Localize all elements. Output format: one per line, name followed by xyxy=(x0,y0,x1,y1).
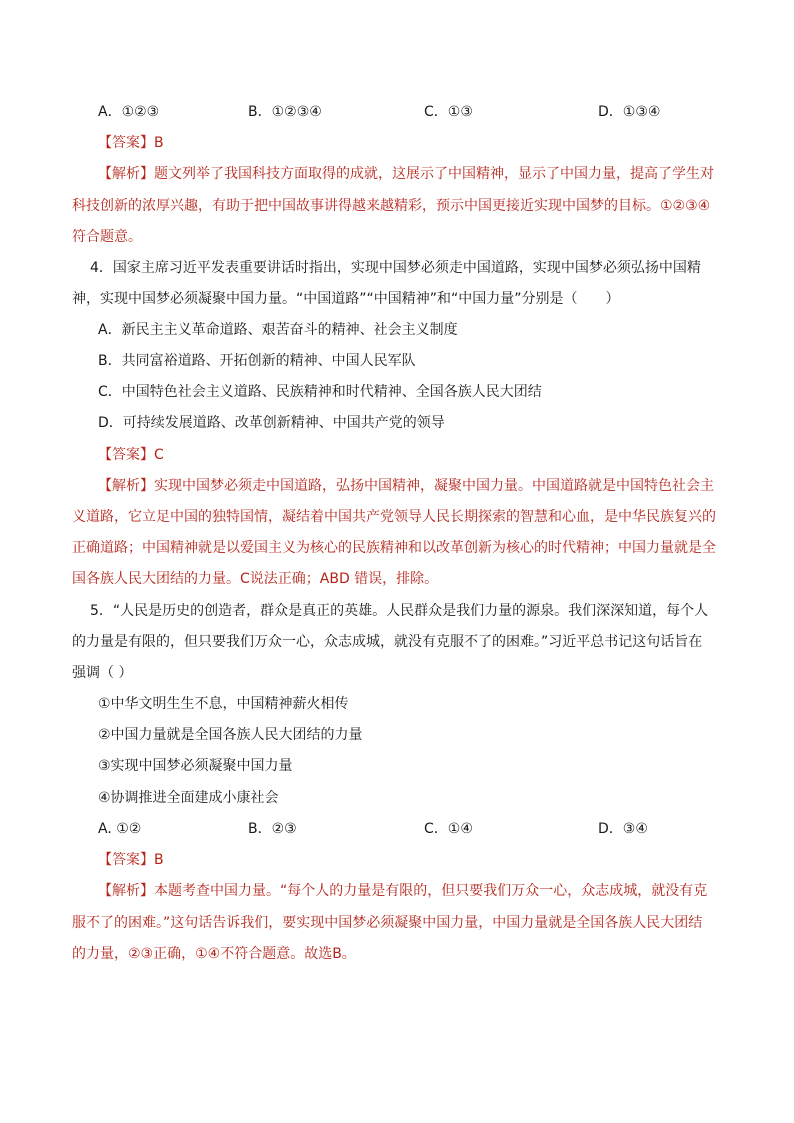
q3-option-a: A．①②③ xyxy=(98,104,160,120)
q5-statement: ④协调推进全面建成小康社会 xyxy=(98,790,279,806)
q4-option-a: A．新民主主义革命道路、艰苦奋斗的精神、社会主义制度 xyxy=(98,322,458,338)
q4-option-b: B．共同富裕道路、开拓创新的精神、中国人民军队 xyxy=(98,353,416,369)
q3-analysis-line: 符合题意。 xyxy=(72,229,142,245)
q3-analysis-line: 科技创新的浓厚兴趣，有助于把中国故事讲得越来越精彩，预示中国更接近实现中国梦的目标。①②③④ xyxy=(72,198,711,214)
q4-analysis-line: 正确道路；中国精神就是以爱国主义为核心的民族精神和以改革创新为核心的时代精神；中国力量就是全 xyxy=(72,540,716,556)
q4-analysis-line: 国各族人民大团结的力量。C说法正确；ABD 错误，排除。 xyxy=(72,571,439,587)
q4-analysis-line: 义道路，它立足中国的独特国情，凝结着中国共产党领导人民长期探索的智慧和心血，是中华民族复兴的 xyxy=(72,509,716,525)
q5-analysis-line: 服不了的困难。”这句话告诉我们，要实现中国梦必须凝聚中国力量，中国力量就是全国各族人民大团结 xyxy=(72,915,703,931)
q5-stem-line: 5．“人民是历史的创造者，群众是真正的英雄。人民群众是我们力量的源泉。我们深深知道，每个人 xyxy=(90,603,709,619)
q4-analysis-line: 【解析】实现中国梦必须走中国道路，弘扬中国精神，凝聚中国力量。中国道路就是中国特色社会主 xyxy=(98,478,714,494)
q4-stem-line: 4．国家主席习近平发表重要讲话时指出，实现中国梦必须走中国道路，实现中国梦必须弘扬中国精 xyxy=(90,260,701,276)
q5-option-c: C．①④ xyxy=(424,821,473,837)
q5-option-a: A. ①② xyxy=(98,821,142,837)
q3-option-c: C．①③ xyxy=(424,104,473,120)
q5-analysis-line: 【解析】本题考查中国力量。“每个人的力量是有限的，但只要我们万众一心，众志成城，就没有克 xyxy=(98,883,708,899)
q5-analysis-line: 的力量，②③正确，①④不符合题意。故选B。 xyxy=(72,946,356,962)
q3-option-b: B．①②③④ xyxy=(248,104,322,120)
q3-option-d: D．①③④ xyxy=(598,104,661,120)
q4-stem-line: 神，实现中国梦必须凝聚中国力量。“中国道路”“中国精神”和“中国力量”分别是（ ） xyxy=(72,291,620,307)
q5-statement: ①中华文明生生不息，中国精神薪火相传 xyxy=(98,696,349,712)
q3-analysis-line: 【解析】题文列举了我国科技方面取得的成就，这展示了中国精神，显示了中国力量，提高了学生对 xyxy=(98,166,714,182)
q5-answer: 【答案】B xyxy=(98,852,164,868)
q5-statement: ②中国力量就是全国各族人民大团结的力量 xyxy=(98,727,363,743)
q5-option-b: B．②③ xyxy=(248,821,297,837)
q5-stem-line: 的力量是有限的，但只要我们万众一心，众志成城，就没有克服不了的困难。”习近平总书记这句话旨在 xyxy=(72,634,703,650)
q4-option-d: D．可持续发展道路、改革创新精神、中国共产党的领导 xyxy=(98,415,445,431)
q3-answer: 【答案】B xyxy=(98,135,164,151)
q4-answer: 【答案】C xyxy=(98,447,164,463)
q5-option-d: D．③④ xyxy=(598,821,648,837)
q4-option-c: C．中国特色社会主义道路、民族精神和时代精神、全国各族人民大团结 xyxy=(98,384,542,400)
q5-stem-line: 强调（ ） xyxy=(72,665,133,681)
q5-statement: ③实现中国梦必须凝聚中国力量 xyxy=(98,758,293,774)
